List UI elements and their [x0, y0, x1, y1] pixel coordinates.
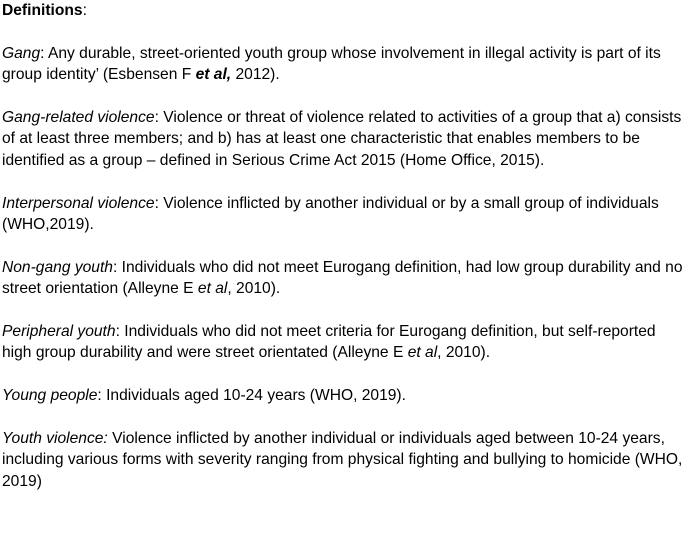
definition-term: Young people	[2, 387, 98, 405]
heading-label: Definitions	[2, 2, 83, 19]
definitions-heading	[2, 0, 683, 21]
definition-separator: :	[115, 323, 125, 341]
definition-text: Violence inflicted by another individual or by a small group of individuals (WHO,2019).	[2, 194, 659, 234]
definition-et-al: et al,	[195, 66, 232, 84]
definition-term: Non-gang youth	[2, 258, 113, 276]
definition-term: Peripheral youth	[2, 323, 116, 341]
definition-text: Any durable, street-oriented youth group whose involvement in illegal activity is part of its group identity’ (Esbensen F	[2, 44, 661, 84]
definition-term: Interpersonal violence	[2, 194, 155, 212]
heading-colon: :	[82, 2, 87, 19]
definition-separator: :	[97, 387, 107, 405]
definition-non-gang-youth	[2, 257, 683, 300]
definition-interpersonal-violence	[2, 193, 683, 236]
definition-gang-related-violence	[2, 107, 683, 171]
definition-text: Violence or threat of violence related to activities of a group that a) consists of at least three members; and b) has at least one characteristic that enables members to be identified as a group – defined in Serious Crime Act 2015 (Home Office, 2015).	[2, 109, 682, 169]
definition-et-al: et al	[197, 280, 228, 298]
definition-tail: , 2010).	[437, 344, 491, 362]
definition-separator: :	[112, 258, 122, 276]
definition-et-al: et al	[407, 344, 438, 362]
definition-youth-violence	[2, 428, 683, 492]
definition-tail: 2012).	[231, 66, 280, 84]
definition-separator: :	[40, 44, 48, 62]
definition-text: Individuals who did not meet Eurogang definition, had low group durability and no street orientation (Alleyne E	[2, 258, 683, 298]
definition-term: Gang	[2, 44, 41, 62]
definition-term: Gang-related violence	[2, 109, 155, 126]
definition-separator: :	[154, 194, 164, 212]
definition-peripheral-youth	[2, 321, 683, 364]
definition-text: Individuals who did not meet criteria for Eurogang definition, but self-reported high group durability and were street orientated (Alleyne E	[2, 323, 656, 362]
definition-term: Youth violence:	[2, 430, 108, 448]
definition-text: Individuals aged 10-24 years (WHO, 2019).	[106, 387, 406, 405]
definition-tail: , 2010).	[227, 280, 281, 298]
definition-text: Violence inflicted by another individual or individuals aged between 10-24 years, including various forms with severity ranging from physical fighting and bullying to homicide (WHO, 2019)	[2, 430, 683, 490]
definition-separator: :	[154, 109, 164, 126]
definition-young-people	[2, 385, 683, 406]
definition-gang	[2, 43, 683, 86]
